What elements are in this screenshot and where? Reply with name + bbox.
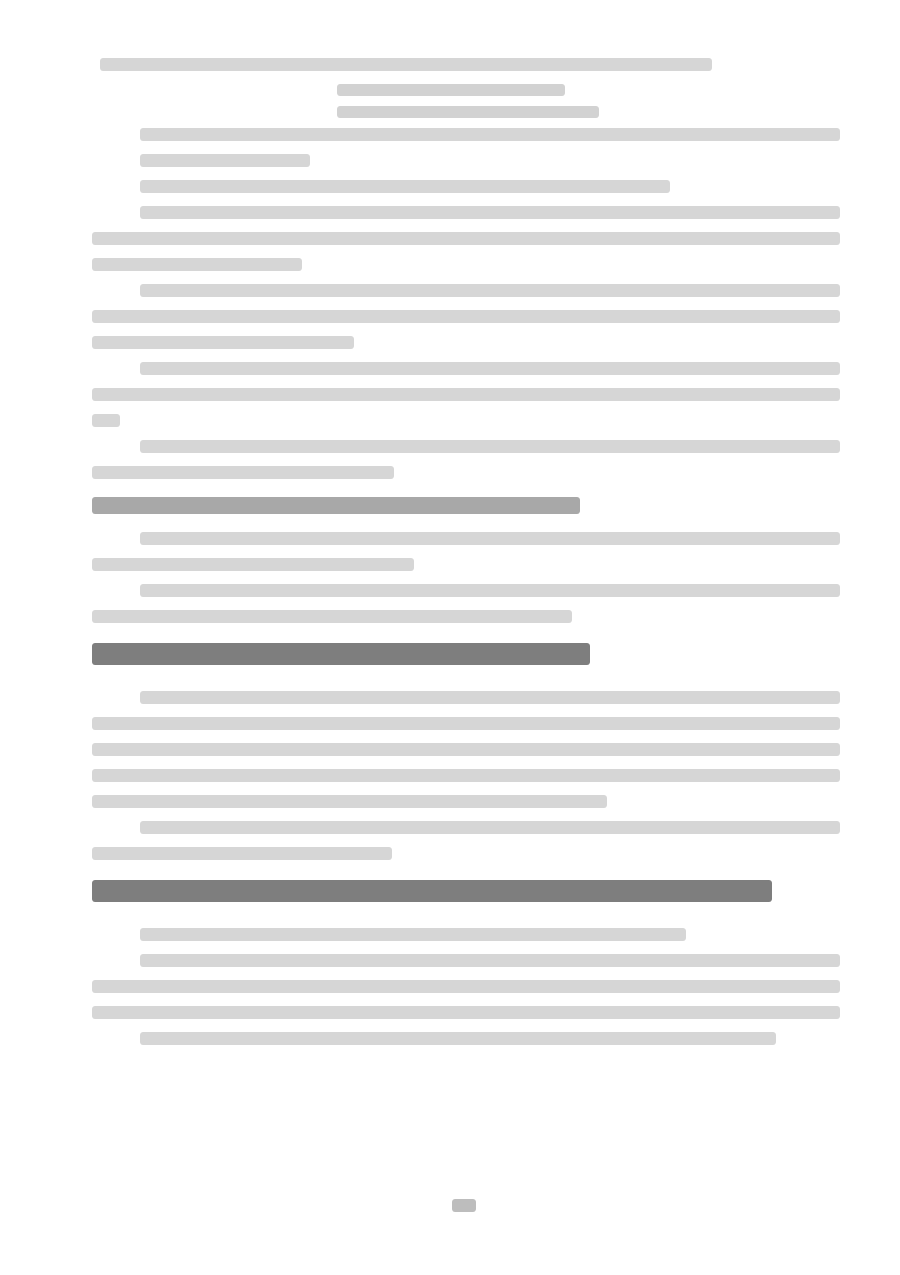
formula-block [92, 84, 840, 118]
section-heading-1 [92, 643, 590, 665]
paragraph-block-3 [92, 362, 840, 427]
paragraph-block-5 [92, 532, 840, 623]
subsection-heading [92, 497, 580, 514]
section-heading-2 [92, 880, 772, 902]
paragraph-block-1 [92, 206, 840, 271]
definitions-paragraph [92, 128, 840, 193]
paragraph-block-6 [92, 691, 840, 860]
formula-intro-paragraph [92, 58, 840, 71]
paragraph-block-2 [92, 284, 840, 349]
paragraph-block-7 [92, 928, 840, 1045]
page-number [452, 1199, 476, 1212]
page-content [92, 58, 840, 1058]
paragraph-block-4 [92, 440, 840, 479]
